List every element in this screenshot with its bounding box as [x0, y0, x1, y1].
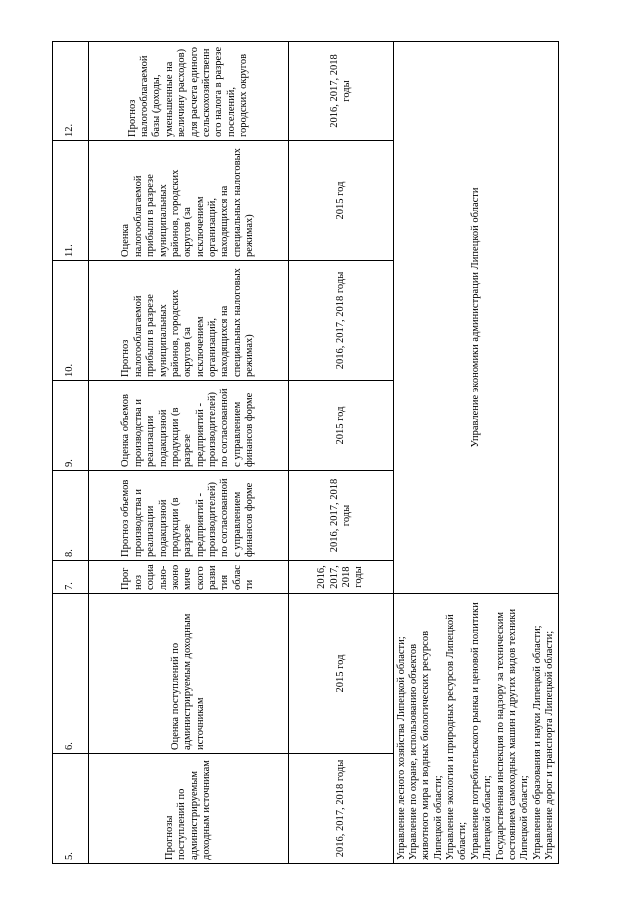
- row-8-name: Прогноз объемов производства и реализации подакцизной продукции (в разрезе предприятий - производителей) по согласованной с управлением финансов форме: [89, 471, 289, 561]
- responsible-list-item: Управление по охране, использованию объектов животного мира и водных биологических ресурсов Липецкой области;: [407, 630, 444, 860]
- row-7-period: 2016, 2017, 2018 годы: [289, 561, 394, 594]
- row-8-period: 2016, 2017, 2018 годы: [289, 471, 394, 561]
- row-5-name: Прогнозы поступлений по администрируемым доходным источникам: [89, 754, 289, 864]
- row-10-name: Прогноз налогооблагаемой прибыли в разрезе муниципальных районов, городских округов (за исключением организаций, находящихся на специальных налоговых режимах): [89, 261, 289, 381]
- responsible-economy-department: Управление экономики администрации Липецкой области: [394, 42, 559, 594]
- row-6-number: 6.: [53, 594, 89, 754]
- responsible-list-item: Государственная инспекция по надзору за техническим состоянием самоходных машин и других видов техники Липецкой области;: [494, 608, 531, 860]
- row-9-period: 2015 год: [289, 381, 394, 471]
- row-10-number: 10.: [53, 261, 89, 381]
- responsible-list-item: Управление образования и науки Липецкой области;: [531, 625, 543, 860]
- row-5-period: 2016, 2017, 2018 годы: [289, 754, 394, 864]
- row-5-number: 5.: [53, 754, 89, 864]
- responsible-list: [394, 594, 559, 864]
- row-9-name: Оценка объемов производства и реализации подакцизной продукции (в разрезе предприятий - производителей) по согласованной с управлением финансов форме: [89, 381, 289, 471]
- row-12-number: 12.: [53, 42, 89, 141]
- row-11-number: 11.: [53, 141, 89, 261]
- row-6-period: 2015 год: [289, 594, 394, 754]
- row-8-number: 8.: [53, 471, 89, 561]
- row-12-period: 2016, 2017, 2018 годы: [289, 42, 394, 141]
- row-10-period: 2016, 2017, 2018 годы: [289, 261, 394, 381]
- rotated-page: [52, 42, 558, 864]
- responsible-list-item: Управление потребительского рынка и ценовой политики Липецкой области;: [469, 602, 494, 860]
- responsible-list-item: Управление лесного хозяйства Липецкой области;: [395, 636, 407, 860]
- row-7-name: Прогноз социально-экономического развития области: [89, 561, 289, 594]
- row-7-number: 7.: [53, 561, 89, 594]
- forecast-table: [52, 41, 559, 864]
- row-12-name: Прогноз налогооблагаемой базы (доходы, уменьшенные на величину расходов) для расчета единого сельскохозяйственного налога в разрезе поселений, городских округов: [89, 42, 289, 141]
- row-11-period: 2015 год: [289, 141, 394, 261]
- row-9-number: 9.: [53, 381, 89, 471]
- responsible-list-item: Управление экологии и природных ресурсов Липецкой области;: [445, 614, 469, 860]
- responsible-list-item: Управление дорог и транспорта Липецкой области;: [544, 630, 556, 860]
- row-11-name: Оценка налогооблагаемой прибыли в разрезе муниципальных районов, городских округов (за исключением организаций, находящихся на специальных налоговых режимах): [89, 141, 289, 261]
- row-6-name: Оценка поступлений по администрируемым доходным источникам: [89, 594, 289, 754]
